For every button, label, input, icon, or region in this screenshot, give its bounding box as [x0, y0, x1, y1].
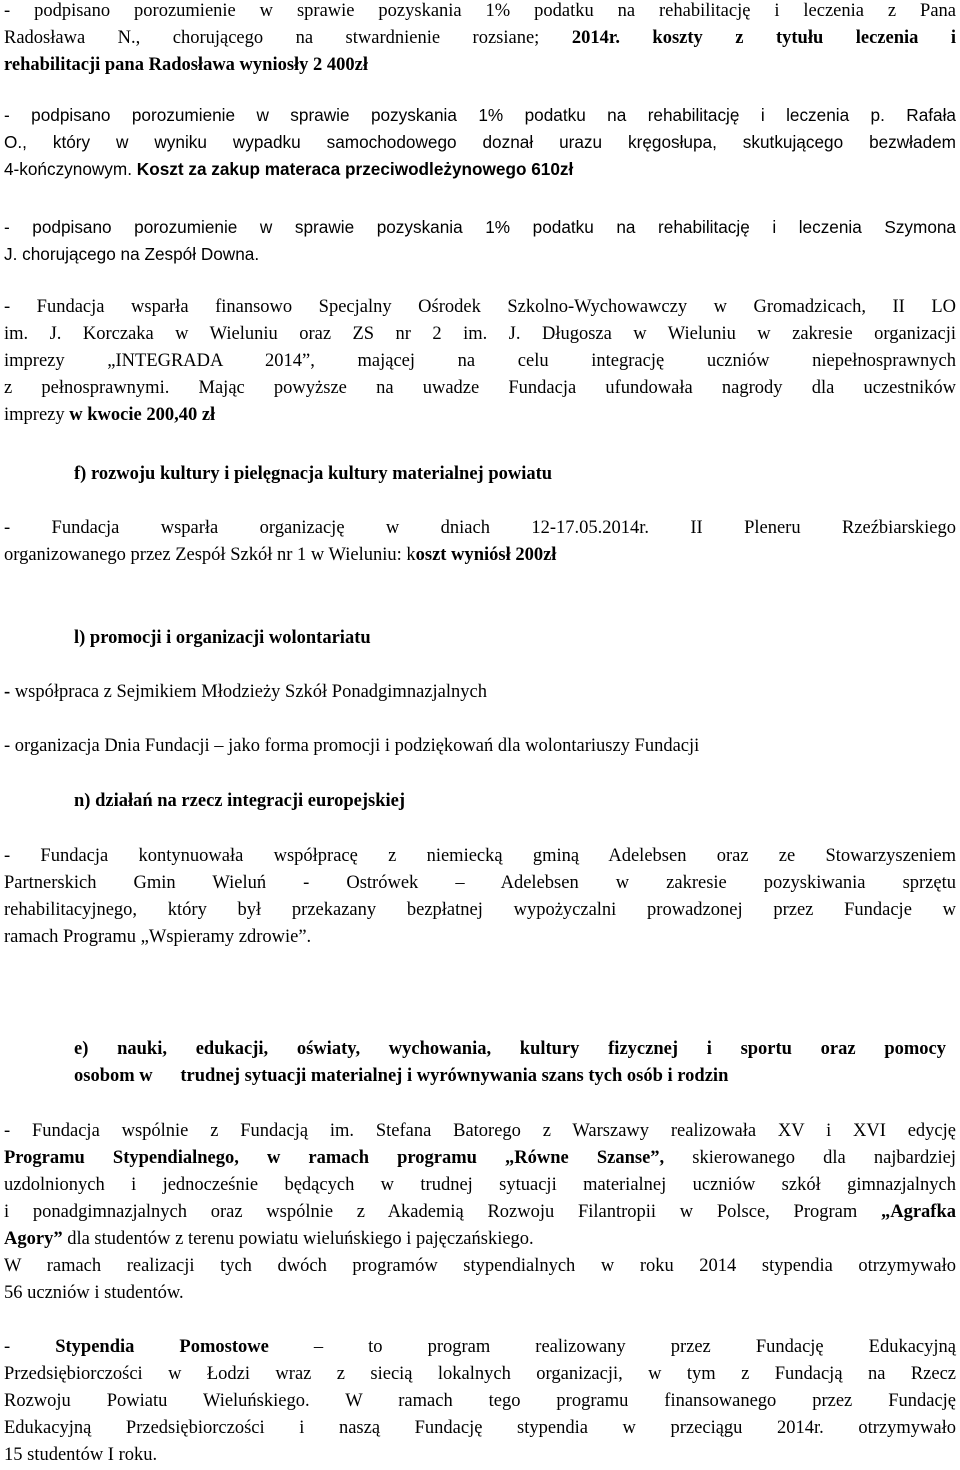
- paragraph-rehabilitation-rafal: [4, 102, 956, 183]
- text-line: Radosława N., chorującego na stwardnienie rozsiane; 2014r. koszty z tytułu leczenia i: [4, 28, 957, 48]
- text-line: z pełnosprawnymi. Mając powyższe na uwadze Fundacja ufundowała nagrody dla uczestników: [4, 378, 956, 398]
- text-line: - Fundacja kontynuowała współpracę z niemiecką gminą Adelebsen oraz ze Stowarzyszeniem: [4, 846, 956, 866]
- text-line: Rozwoju Powiatu Wieluńskiego. W ramach tego programu finansowanego przez Fundację: [4, 1391, 956, 1411]
- section-heading-european-integration: n) działań na rzecz integracji europejskiej: [74, 791, 406, 811]
- text-line: rehabilitacyjnego, który był przekazany bezpłatnej wypożyczalni prowadzonej przez Fundacje w: [4, 900, 956, 920]
- text-line: - podpisano porozumienie w sprawie pozyskania 1% podatku na rehabilitację i leczenia z Pana: [4, 1, 956, 21]
- paragraph-rehabilitation-szymon: [4, 214, 956, 268]
- text-line: - Fundacja wsparła finansowo Specjalny Ośrodek Szkolno-Wychowawczy w Gromadzicach, II LO: [4, 297, 956, 317]
- section-heading-culture: f) rozwoju kultury i pielęgnacja kultury materialnej powiatu: [74, 464, 553, 484]
- text-line: 15 studentów I roku.: [4, 1445, 158, 1465]
- text-line: - organizacja Dnia Fundacji – jako forma promocji i podziękowań dla wolontariuszy Fundacji: [4, 736, 700, 756]
- text-line: O., który w wyniku wypadku samochodowego doznał urazu kręgosłupa, skutkującego bezwładem: [4, 132, 956, 152]
- section-heading-education: [74, 1036, 946, 1090]
- text-line: - Fundacja wspólnie z Fundacją im. Stefana Batorego z Warszawy realizowała XV i XVI edycję: [4, 1121, 956, 1141]
- text-line: 56 uczniów i studentów.: [4, 1283, 184, 1303]
- text-line: Agory” dla studentów z terenu powiatu wieluńskiego i pajęczańskiego.: [4, 1229, 534, 1249]
- paragraph-scholarship-programs: [4, 1118, 956, 1307]
- text-line: - Fundacja wsparła organizację w dniach 12-17.05.2014r. II Pleneru Rzeźbiarskiego: [4, 518, 956, 538]
- text-line: 4-kończynowym. Koszt za zakup materaca przeciwodleżynowego 610zł: [4, 159, 574, 179]
- text-line: - współpraca z Sejmikiem Młodzieży Szkół Ponadgimnazjalnych: [4, 682, 487, 702]
- paragraph-integrada: [4, 294, 956, 429]
- paragraph-youth-assembly: [4, 679, 956, 706]
- text-line: Przedsiębiorczości w Łodzi wraz z siecią lokalnych organizacji, w tym z Fundacją na Rzecz: [4, 1364, 956, 1384]
- text-line: Programu Stypendialnego, w ramach programu „Równe Szanse”, skierowanego dla najbardziej: [4, 1148, 956, 1168]
- text-line: ramach Programu „Wspieramy zdrowie”.: [4, 927, 312, 947]
- text-line-bold: rehabilitacji pana Radosława wyniosły 2 400zł: [4, 55, 369, 75]
- text-line: Partnerskich Gmin Wieluń - Ostrówek – Adelebsen w zakresie pozyskiwania sprzętu: [4, 873, 956, 893]
- text-line: im. J. Korczaka w Wieluniu oraz ZS nr 2 im. J. Długosza w Wieluniu w zakresie organizacji: [4, 324, 956, 344]
- paragraph-rehabilitation-radoslaw: [4, 0, 956, 79]
- text-line: imprezy w kwocie 200,40 zł: [4, 405, 216, 425]
- text-line: organizowanego przez Zespół Szkół nr 1 w Wieluniu: koszt wyniósł 200zł: [4, 545, 557, 565]
- text-line: - Stypendia Pomostowe – to program realizowany przez Fundację Edukacyjną: [4, 1337, 956, 1357]
- paragraph-sculpture-plein-air: [4, 515, 956, 569]
- heading-line: e) nauki, edukacji, oświaty, wychowania, kultury fizycznej i sportu oraz pomocy: [74, 1039, 946, 1059]
- text-line: J. chorującego na Zespół Downa.: [4, 244, 260, 264]
- heading-line: osobom w trudnej sytuacji materialnej i wyrównywania szans tych osób i rodzin: [74, 1066, 729, 1086]
- paragraph-adelebsen-cooperation: [4, 843, 956, 951]
- text-line: W ramach realizacji tych dwóch programów stypendialnych w roku 2014 stypendia otrzymywało: [4, 1256, 956, 1276]
- text-line: uzdolnionych i jednocześnie będących w trudnej sytuacji materialnej uczniów szkół gimnazjalnych: [4, 1175, 956, 1195]
- text-line: imprezy „INTEGRADA 2014”, mającej na celu integrację uczniów niepełnosprawnych: [4, 351, 956, 371]
- text-line: i ponadgimnazjalnych oraz wspólnie z Akademią Rozwoju Filantropii w Polsce, Program „Agrafka: [4, 1202, 956, 1222]
- paragraph-foundation-day: [4, 733, 956, 760]
- paragraph-bridge-scholarships: [4, 1334, 956, 1469]
- text-line: - podpisano porozumienie w sprawie pozyskania 1% podatku na rehabilitację i leczenia Szymona: [4, 217, 956, 237]
- text-line: - podpisano porozumienie w sprawie pozyskania 1% podatku na rehabilitację i leczenia p. Rafała: [4, 105, 956, 125]
- section-heading-volunteering: l) promocji i organizacji wolontariatu: [74, 628, 371, 648]
- text-line: Edukacyjną Przedsiębiorczości i naszą Fundację stypendia w przeciągu 2014r. otrzymywało: [4, 1418, 956, 1438]
